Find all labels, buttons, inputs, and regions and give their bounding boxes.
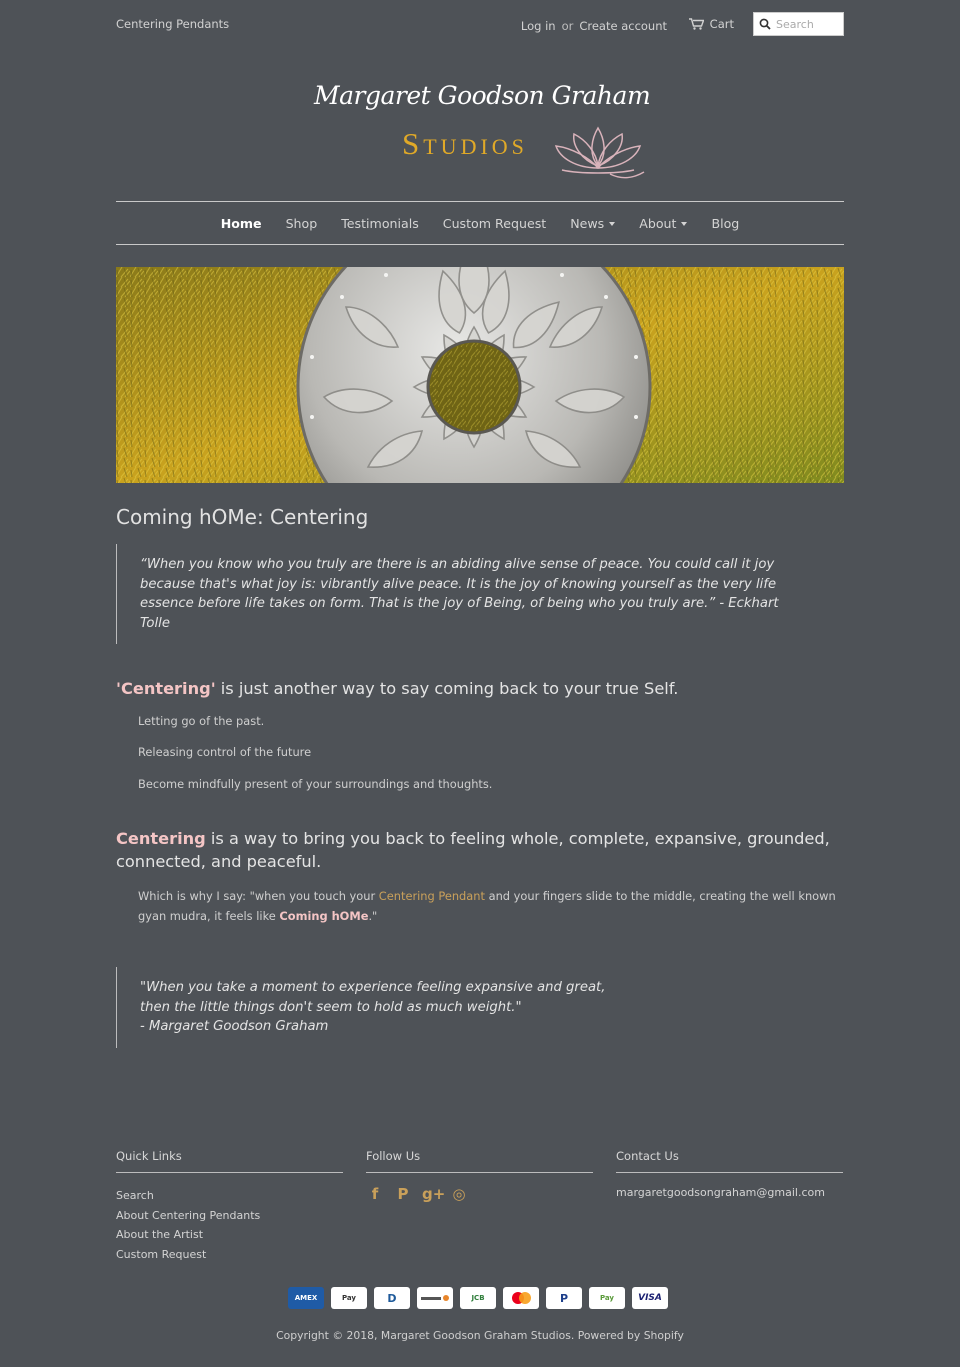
amex-icon: AMEX <box>288 1287 324 1309</box>
account-links <box>521 17 734 33</box>
visa-icon: VISA <box>632 1287 668 1309</box>
nav-news-label: News <box>570 215 605 231</box>
list-item: Become mindfully present of your surroundings and thoughts. <box>138 777 493 791</box>
tolle-quote <box>116 544 806 644</box>
nav-item-about[interactable] <box>627 216 699 231</box>
cart-icon <box>689 18 704 30</box>
paypal-icon: P <box>546 1287 582 1309</box>
quick-links-heading: Quick Links <box>116 1149 343 1173</box>
list-item: Releasing control of the future <box>138 745 312 759</box>
main-nav <box>116 201 844 245</box>
discover-icon <box>417 1287 453 1309</box>
centering-pendant-link[interactable]: Centering Pendant <box>378 889 485 903</box>
gyan-mudra-paragraph <box>138 886 858 926</box>
lotus-icon <box>556 128 644 178</box>
shopify-pay-icon: Pay <box>589 1287 625 1309</box>
or-text: or <box>561 19 574 33</box>
payment-icons <box>288 1287 668 1309</box>
site-footer <box>116 1149 844 1269</box>
paragraph-text: ." <box>368 909 378 923</box>
logo-graphic <box>310 66 650 182</box>
nav-about-label: About <box>639 215 677 231</box>
footer-link-about-artist[interactable]: About the Artist <box>116 1228 204 1241</box>
chevron-down-icon <box>681 222 687 226</box>
jcb-icon: JCB <box>460 1287 496 1309</box>
tolle-quote-text: “When you know who you truly are there is an abiding alive sense of peace. You could call it joy because that's what joy is: vibrantly alive peace. It is the joy of knowing yourself as the very life essence before life takes on form. That is the joy of Being, of being who you truly are.” - Eckhart Tolle <box>140 557 779 631</box>
mastercard-icon <box>503 1287 539 1309</box>
logo-line1: Margaret Goodson Graham <box>314 81 650 110</box>
footer-link-about-pendants[interactable]: About Centering Pendants <box>116 1208 261 1222</box>
facebook-icon[interactable]: f <box>371 1185 379 1203</box>
quick-links-column <box>116 1149 343 1264</box>
footer-link-search[interactable]: Search <box>116 1189 154 1202</box>
paragraph-text: Which is why I say: "when you touch your <box>138 889 379 903</box>
coming-home-text: Coming hOMe <box>279 909 369 923</box>
apple-pay-icon: Pay <box>331 1287 367 1309</box>
nav-item-shop[interactable]: Shop <box>285 215 318 231</box>
footer-link-custom-request[interactable]: Custom Request <box>116 1247 207 1261</box>
site-logo[interactable] <box>116 66 844 182</box>
nav-item-custom-request[interactable]: Custom Request <box>442 215 547 231</box>
list-item: Letting go of the past. <box>138 714 265 728</box>
centering-heading-2-rest: is a way to bring you back to feeling whole, complete, expansive, grounded, connected, and peaceful. <box>116 829 830 871</box>
copyright: Copyright © 2018, Margaret Goodson Graham Studios. Powered by Shopify <box>276 1329 684 1342</box>
cart-link[interactable] <box>689 17 734 31</box>
centering-heading-1 <box>116 677 856 700</box>
pinterest-icon[interactable]: P <box>397 1185 409 1203</box>
nav-item-testimonials[interactable]: Testimonials <box>341 215 419 231</box>
login-link[interactable]: Log in <box>520 19 556 33</box>
nav-item-blog[interactable]: Blog <box>711 215 740 231</box>
centering-heading-2 <box>116 827 856 873</box>
paragraph-text: and your fingers slide to the middle, creating the well known gyan mudra, it feels like <box>138 889 836 923</box>
site-link[interactable]: Centering Pendants <box>116 17 230 31</box>
pendant-on-moss-image <box>116 267 844 483</box>
search-input[interactable] <box>776 18 838 31</box>
google-plus-icon[interactable]: g+ <box>422 1185 446 1203</box>
centering-heading-1-strong: 'Centering' <box>116 679 216 698</box>
graham-quote-text: "When you take a moment to experience feeling expansive and great, then the little things don't seem to hold as much weight." - Margaret Goodson Graham <box>140 980 606 1035</box>
cart-label: Cart <box>709 17 734 31</box>
nav-item-home[interactable]: Home <box>220 215 262 231</box>
logo-line2: Studios <box>402 126 528 161</box>
centering-heading-2-strong: Centering <box>116 829 206 848</box>
hero-image <box>116 267 844 483</box>
graham-quote <box>116 967 636 1048</box>
contact-column <box>616 1149 843 1199</box>
contact-email[interactable]: margaretgoodsongraham@gmail.com <box>616 1186 825 1199</box>
follow-us-column <box>366 1149 593 1203</box>
instagram-icon[interactable]: ◎ <box>452 1185 466 1203</box>
top-bar <box>116 0 844 48</box>
page-title: Coming hOMe: Centering <box>116 505 369 529</box>
search-icon[interactable] <box>759 18 771 30</box>
follow-us-heading: Follow Us <box>366 1149 593 1173</box>
centering-heading-1-rest: is just another way to say coming back to your true Self. <box>215 679 679 698</box>
create-account-link[interactable]: Create account <box>579 19 668 33</box>
diners-club-icon: D <box>374 1287 410 1309</box>
nav-item-news[interactable] <box>558 216 627 231</box>
chevron-down-icon <box>609 222 615 226</box>
search-box <box>753 12 844 36</box>
contact-heading: Contact Us <box>616 1149 843 1173</box>
